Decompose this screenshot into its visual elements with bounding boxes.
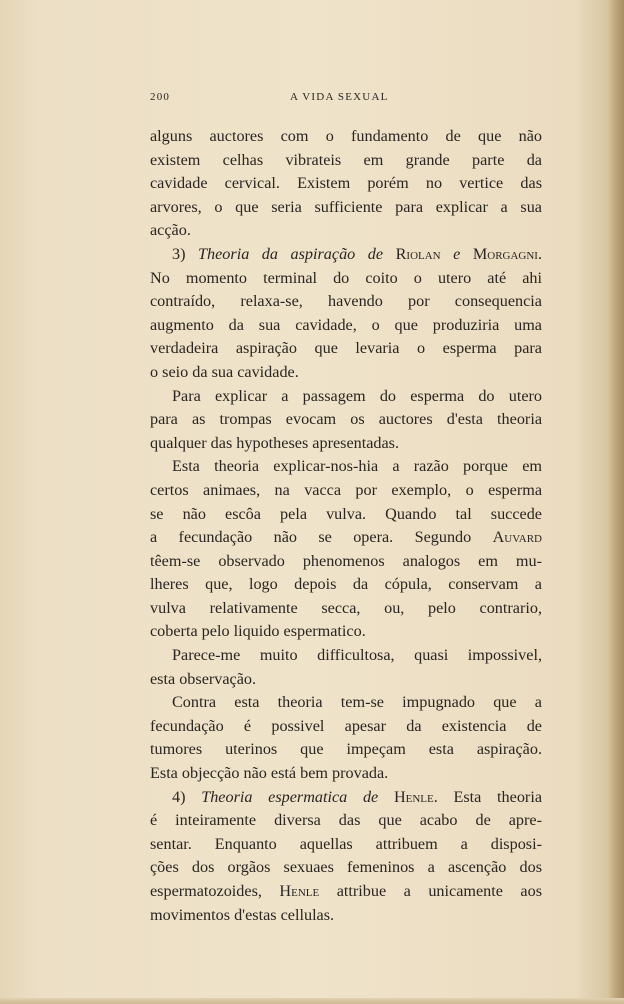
text-line: certos animaes, na vacca por exemplo, o esperma <box>150 480 542 499</box>
text-line: Contra esta theoria tem-se impugnado que a <box>172 693 542 712</box>
page-header <box>150 91 542 109</box>
text-line: se não escôa pela vulva. Quando tal succede <box>150 504 542 523</box>
text-line: vulva relativamente secca, ou, pelo contrario, <box>150 598 542 617</box>
text-line: ções dos orgãos sexuaes femeninos a ascenção dos <box>150 858 542 877</box>
text-line: Esta objecção não está bem provada. <box>150 764 389 783</box>
text-line: coberta pelo liquido espermatico. <box>150 622 366 641</box>
text-line: contraído, relaxa-se, havendo por consequencia <box>150 292 542 311</box>
page-edge <box>608 0 624 1004</box>
text-line: têem-se observado phenomenos analogos em mu- <box>150 551 542 570</box>
text-line: movimentos d'estas cellulas. <box>150 905 335 924</box>
text-line: esta observação. <box>150 669 257 688</box>
text-line: No momento terminal do coito o utero até ahi <box>150 268 542 287</box>
section-heading-spermatic: 4) Theoria espermatica de Henle. Esta theoria <box>172 787 543 806</box>
text-line: existem celhas vibrateis em grande parte da <box>150 150 542 169</box>
page-bottom-edge <box>0 998 624 1004</box>
text-line: sentar. Enquanto aquellas attribuem a disposi- <box>150 834 542 853</box>
text-line: é inteiramente diversa das que acabo de apre- <box>150 811 542 830</box>
body-text <box>150 125 542 927</box>
text-line: lheres que, logo depois da cópula, conservam a <box>150 575 542 594</box>
text-line: augmento da sua cavidade, o que produziria uma <box>150 315 542 334</box>
text-line: acção. <box>150 221 191 240</box>
text-line: a fecundação não se opera. Segundo Auvard <box>150 528 542 547</box>
text-line: verdadeira aspiração que levaria o esperma para <box>150 339 542 358</box>
section-heading-aspiration: 3) Theoria da aspiração de Riolan e Morgagni. <box>172 244 543 263</box>
text-line: Para explicar a passagem do esperma do utero <box>172 386 542 405</box>
running-title: A VIDA SEXUAL <box>290 91 389 103</box>
page-number: 200 <box>150 91 171 103</box>
text-line: alguns auctores com o fundamento de que não <box>150 127 542 145</box>
text-line: tumores uterinos que impeçam esta aspiração. <box>150 740 542 759</box>
text-line: Esta theoria explicar-nos-hia a razão porque em <box>172 457 542 476</box>
text-line: cavidade cervical. Existem porém no vertice das <box>150 174 542 193</box>
text-line: para as trompas evocam os auctores d'esta theoria <box>150 410 542 429</box>
text-line: espermatozoides, Henle attribue a unicamente aos <box>150 882 543 900</box>
text-line: qualquer das hypotheses apresentadas. <box>150 433 400 452</box>
text-line: fecundação é possivel apesar da existencia de <box>150 716 542 735</box>
text-line: Parece-me muito difficultosa, quasi impossivel, <box>172 646 542 665</box>
text-line: arvores, o que seria sufficiente para explicar a sua <box>150 197 542 216</box>
text-line: o seio da sua cavidade. <box>150 362 299 381</box>
